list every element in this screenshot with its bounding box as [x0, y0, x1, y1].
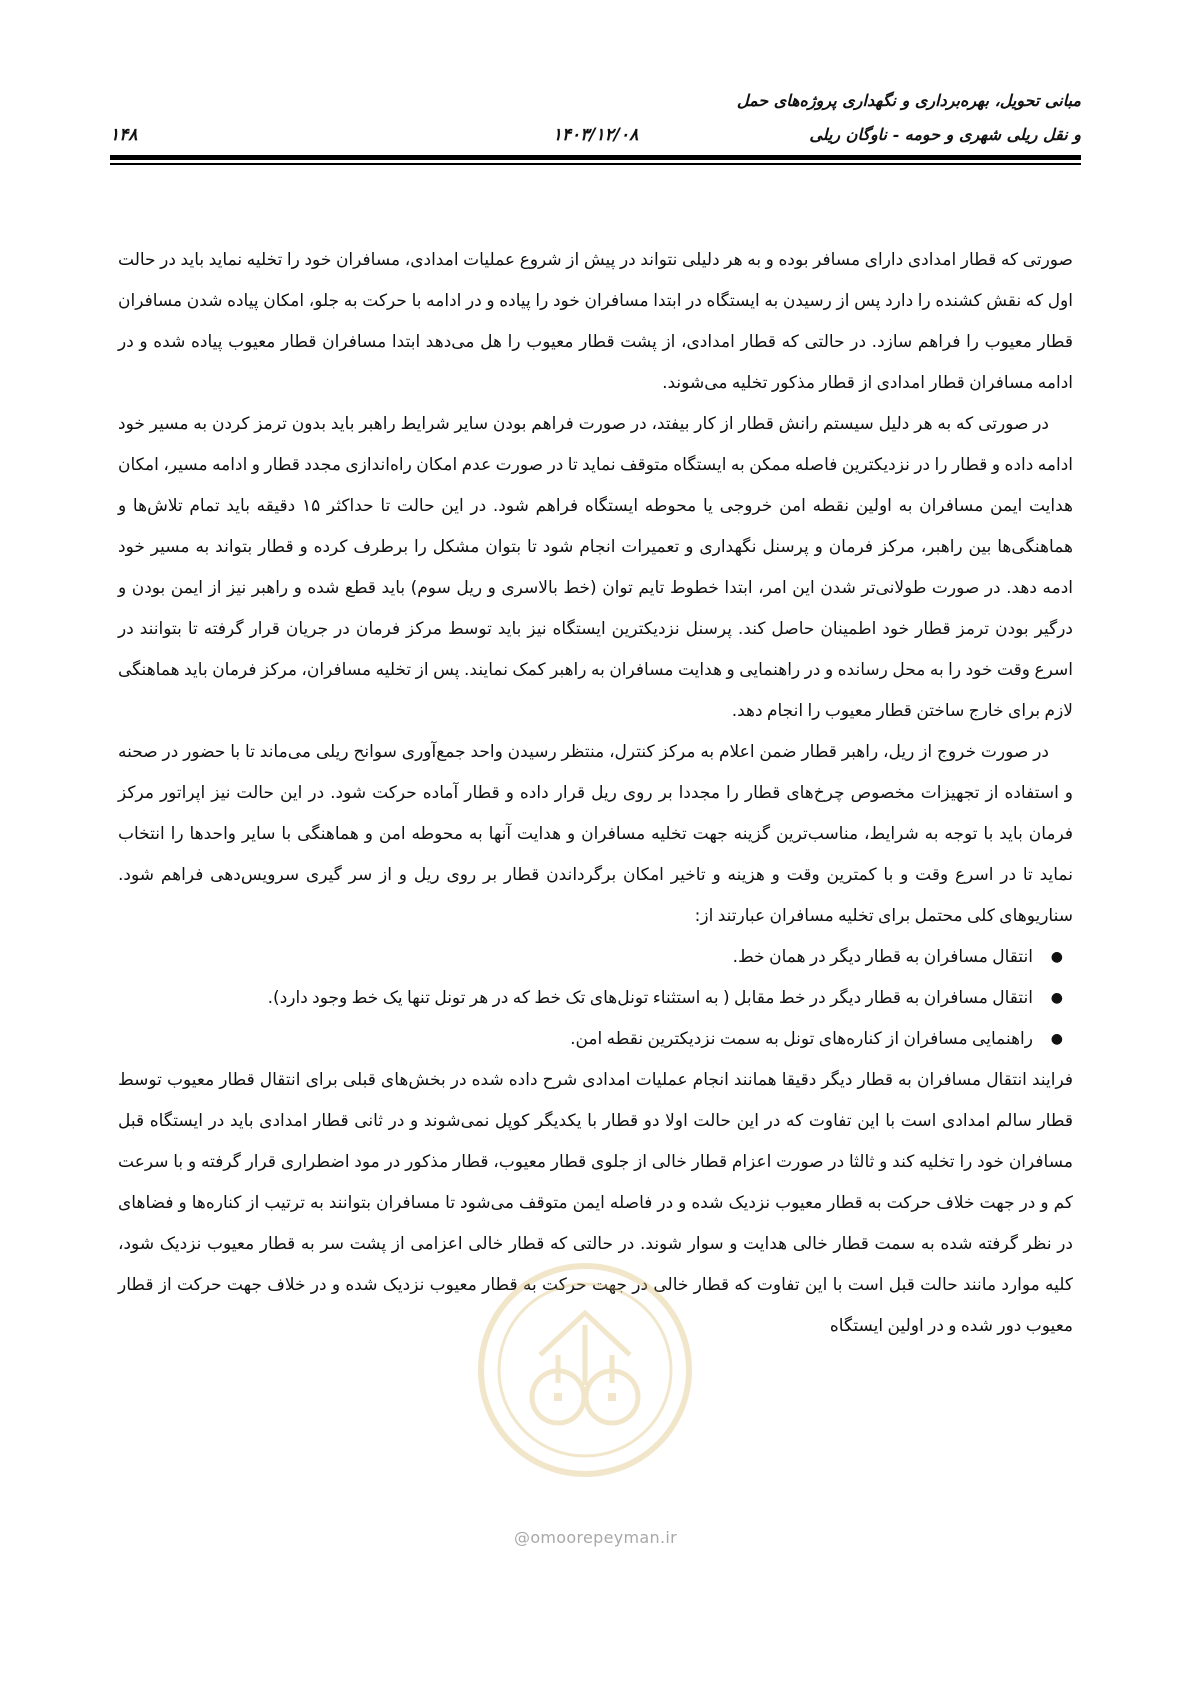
header-rule-thin [110, 163, 1081, 165]
list-item [118, 937, 1063, 978]
page-number: ۱۴۸ [110, 125, 138, 145]
list-item-text: راهنمایی مسافران از کناره‌های تونل به سمت نزدیکترین نقطه امن. [570, 1029, 1033, 1049]
paragraph-2: در صورتی که به هر دلیل سیستم رانش قطار از کار بیفتد، در صورت فراهم بودن سایر شرایط راهبر باید بدون ترمز کردن به مسیر خود ادامه داده و قطار را در نزدیکترین فاصله ممکن به ایستگاه متوقف نماید تا در صورت عدم امکان راه‌اندازی مجدد قطار و ادامه مسیر، امکان هدایت ایمن مسافران به اولین نقطه امن خروجی یا محوطه ایستگاه فراهم شود. در این حالت تا حداکثر ۱۵ دقیقه باید تمام تلاش‌ها و هماهنگی‌ها بین راهبر، مرکز فرمان و پرسنل نگهداری و تعمیرات انجام شود تا بتوان مشکل را برطرف کرده و قطار بتواند به مسیر خود ادمه دهد. در صورت طولانی‌تر شدن این امر، ابتدا خطوط تایم توان (خط بالاسری و ریل سوم) باید قطع شده و راهبر نیز از ایمن بودن و درگیر بودن ترمز قطار خود اطمینان حاصل کند. پرسنل نزدیکترین ایستگاه نیز باید توسط مرکز فرمان در جریان قرار گرفته تا بتوانند در اسرع وقت خود را به محل رسانده و در راهنمایی و هدایت مسافران به راهبر کمک نمایند. پس از تخلیه مسافران، مرکز فرمان باید هماهنگی لازم برای خارج ساختن قطار معیوب را انجام دهد. [118, 414, 1074, 721]
document-date: ۱۴۰۳/۱۲/۰۸ [552, 125, 639, 145]
list-item-text: انتقال مسافران به قطار دیگر در خط مقابل ( به استثناء تونل‌های تک خط که در هر تونل تنها یک خط وجود دارد). [267, 988, 1033, 1008]
header-rule-thick [110, 155, 1081, 160]
bullet-icon: ● [1050, 990, 1063, 1006]
list-item-text: انتقال مسافران به قطار دیگر در همان خط. [732, 947, 1033, 967]
paragraph-3: در صورت خروج از ریل، راهبر قطار ضمن اعلام به مرکز کنترل، منتظر رسیدن واحد جمع‌آوری سوانح ریلی می‌ماند تا با حضور در صحنه و استفاده از تجهیزات مخصوص چرخ‌های قطار را مجددا بر روی ریل قرار داده و قطار آماده حرکت شود. در این حالت نیز اپراتور مرکز فرمان باید با توجه به شرایط، مناسب‌ترین گزینه جهت تخلیه مسافران و هدایت آنها به محوطه امن و هماهنگی با سایر واحدها را انتخاب نماید تا در اسرع وقت و با کمترین وقت و هزینه و تاخیر امکان برگرداندن قطار بر روی ریل و از سر گیری سرویس‌دهی فراهم شود. سناریوهای کلی محتمل برای تخلیه مسافران عبارتند از: [118, 742, 1073, 926]
list-item [118, 978, 1063, 1019]
bullet-icon: ● [1050, 1031, 1063, 1047]
paragraph-1: صورتی که قطار امدادی دارای مسافر بوده و به هر دلیلی نتواند در پیش از شروع عملیات امدادی، مسافران خود را تخلیه نماید باید در حالت اول که نقش کشنده را دارد پس از رسیدن به ایستگاه در ابتدا مسافران خود را پیاده و در ادامه با حرکت به جلو، امکان پیاده شدن مسافران قطار معیوب را فراهم سازد. در حالتی که قطار امدادی، از پشت قطار معیوب را هل می‌دهد ابتدا مسافران قطار معیوب پیاده شده و در ادامه مسافران قطار امدادی از قطار مذکور تخلیه می‌شوند. [118, 250, 1073, 393]
document-title-line-1: مبانی تحویل، بهره‌برداری و نگهداری پروژه‌های حمل [736, 91, 1081, 110]
body-text [118, 240, 1073, 1347]
list-item [118, 1019, 1063, 1060]
evacuation-scenarios-list [118, 937, 1073, 1060]
watermark-url: @omoorepeyman.ir [514, 1528, 677, 1547]
page-header [110, 78, 1081, 152]
paragraph-4: فرایند انتقال مسافران به قطار دیگر دقیقا همانند انجام عملیات امدادی شرح داده شده در بخش‌های قبلی برای انتقال قطار معیوب توسط قطار سالم امدادی است با این تفاوت که در این حالت اولا دو قطار با یکدیگر کوپل نمی‌شوند و در ثانی قطار امدادی باید در ایستگاه قبل مسافران خود را تخلیه کند و ثالثا در صورت اعزام قطار خالی از جلوی قطار معیوب، قطار مذکور در مود اضطراری قرار گرفته و با سرعت کم و در جهت خلاف حرکت به قطار معیوب نزدیک شده و در فاصله ایمن متوقف می‌شود تا مسافران بتوانند به ترتیب از کناره‌ها و فضاهای در نظر گرفته شده به سمت قطار خالی هدایت و سوار شوند. در حالتی که قطار خالی اعزامی از پشت سر به قطار معیوب نزدیک شود، کلیه موارد مانند حالت قبل است با این تفاوت که قطار خالی در جهت حرکت به قطار معیوب نزدیک شده و در خلاف جهت حرکت از قطار معیوب دور شده و در اولین ایستگاه [118, 1070, 1073, 1336]
document-title-line-2: و نقل ریلی شهری و حومه - ناوگان ریلی [809, 125, 1081, 144]
bullet-icon: ● [1050, 949, 1063, 965]
